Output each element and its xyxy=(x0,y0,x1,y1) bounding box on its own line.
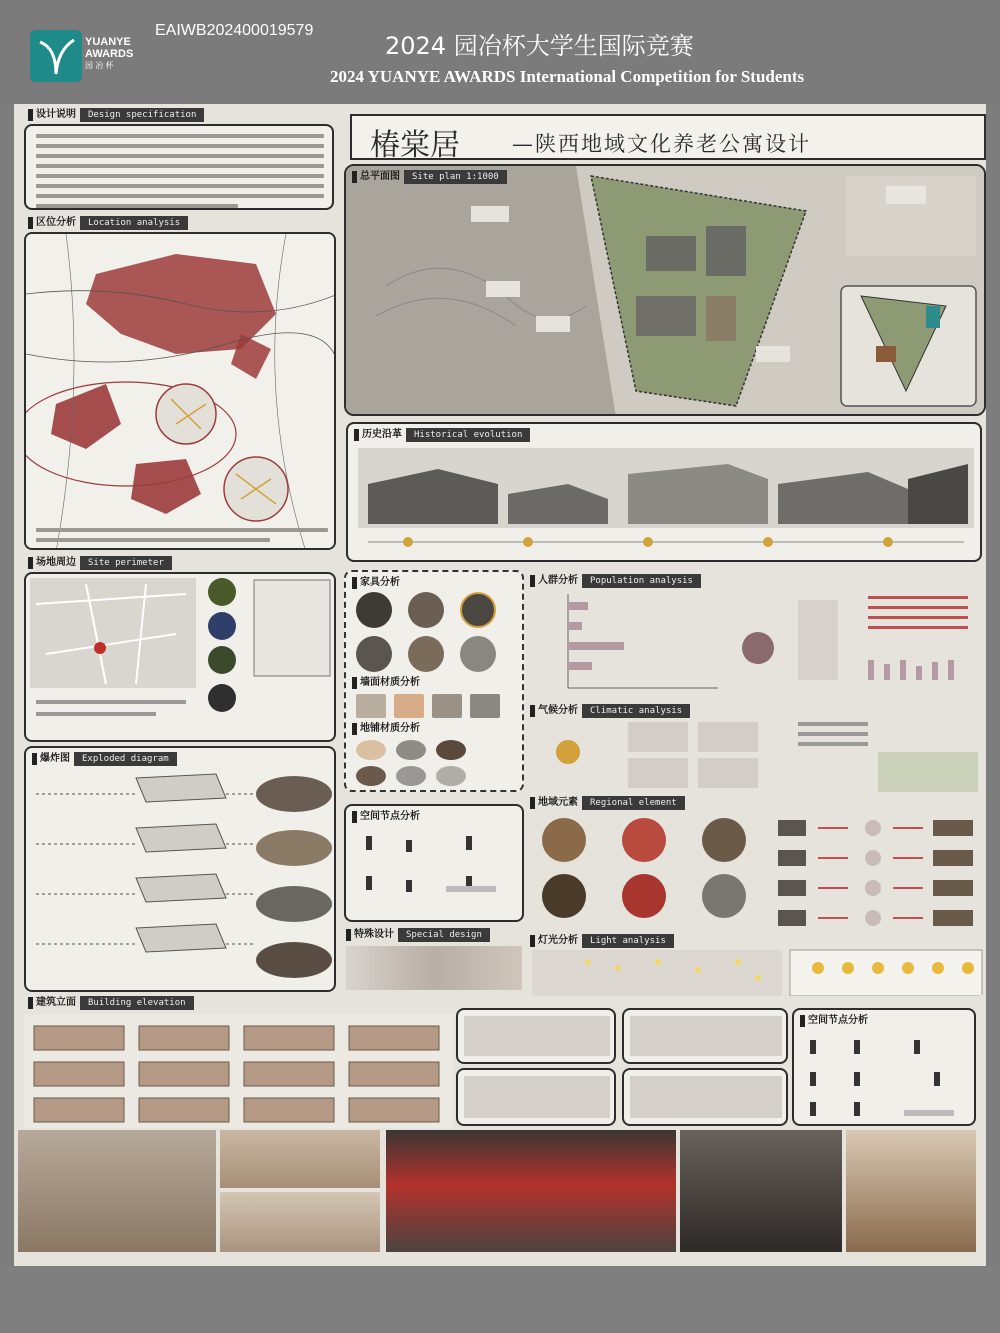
furniture-thumb xyxy=(356,636,392,672)
section-drawing-image xyxy=(464,1016,610,1056)
design-text-body xyxy=(36,134,324,210)
regional-flow-diagram xyxy=(778,814,978,930)
label-cn: 区位分析 xyxy=(36,217,76,228)
label-en: Climatic analysis xyxy=(582,704,690,718)
logo-text xyxy=(85,36,155,72)
label-cn: 设计说明 xyxy=(36,109,76,120)
logo-cn: 园 冶 杯 xyxy=(85,61,114,70)
logo-en: YUANYE AWARDS xyxy=(85,36,134,60)
label-cn: 墙面材质分析 xyxy=(360,677,420,688)
label-en: Site perimeter xyxy=(80,556,172,570)
section-label-perimeter xyxy=(28,556,172,570)
history-illustration xyxy=(348,424,982,562)
label-en: Light analysis xyxy=(582,934,674,948)
floor-swatch xyxy=(436,766,466,786)
perimeter-panel xyxy=(24,572,336,742)
history-panel xyxy=(346,422,982,562)
site-plan-panel xyxy=(344,164,986,416)
exploded-diagram xyxy=(26,748,336,992)
space-node-figures xyxy=(346,806,524,922)
materials-panel xyxy=(344,570,524,792)
space-node-panel-2 xyxy=(792,1008,976,1126)
regional-thumb xyxy=(542,874,586,918)
entry-id: EAIWB202400019579 xyxy=(155,22,314,39)
label-cn: 总平面图 xyxy=(360,171,400,182)
section-label-furniture xyxy=(352,576,400,590)
regional-thumb xyxy=(622,874,666,918)
population-chart xyxy=(528,570,986,700)
interior-render-corridor xyxy=(220,1192,380,1252)
wall-swatch xyxy=(394,694,424,718)
label-cn: 灯光分析 xyxy=(538,935,578,946)
competition-title-en: 2024 YUANYE AWARDS International Competition for Students xyxy=(330,67,805,86)
label-en: Regional element xyxy=(582,796,685,810)
regional-thumb xyxy=(542,818,586,862)
section-drawing xyxy=(622,1008,788,1064)
floor-swatch xyxy=(396,766,426,786)
regional-panel xyxy=(528,794,986,930)
location-map-panel xyxy=(24,232,336,550)
space-node-figures-2 xyxy=(794,1010,976,1126)
label-cn: 空间节点分析 xyxy=(808,1015,868,1026)
furniture-thumb xyxy=(460,636,496,672)
perimeter-map xyxy=(26,574,336,742)
special-panel xyxy=(344,926,524,996)
poster-title-sub: —陕西地域文化养老公寓设计 xyxy=(512,132,811,156)
label-cn: 人群分析 xyxy=(538,575,578,586)
section-drawing-image xyxy=(464,1076,610,1118)
regional-thumb xyxy=(702,818,746,862)
interior-render-tea-room xyxy=(846,1130,976,1252)
furniture-thumb xyxy=(408,592,444,628)
competition-title-cn: 2024 园冶杯大学生国际竞赛 xyxy=(385,32,694,60)
section-drawing xyxy=(456,1008,616,1064)
label-cn: 爆炸图 xyxy=(40,753,70,764)
population-panel xyxy=(528,570,986,700)
label-en: Special design xyxy=(398,928,490,942)
section-drawing xyxy=(622,1068,788,1126)
floor-swatch xyxy=(356,766,386,786)
interior-render-dining xyxy=(386,1130,676,1252)
label-cn: 气候分析 xyxy=(538,705,578,716)
section-label-site-plan xyxy=(352,170,507,184)
location-caption xyxy=(36,528,328,548)
space-node-panel xyxy=(344,804,524,922)
label-cn: 特殊设计 xyxy=(354,929,394,940)
design-text-panel xyxy=(24,124,334,210)
section-label-special xyxy=(346,928,490,942)
section-label-wall xyxy=(352,676,420,690)
regional-thumb xyxy=(622,818,666,862)
header xyxy=(0,0,1000,104)
wall-swatch xyxy=(432,694,462,718)
label-cn: 地铺材质分析 xyxy=(360,723,420,734)
furniture-thumb xyxy=(356,592,392,628)
interior-render-library xyxy=(18,1130,216,1252)
special-design-render xyxy=(346,946,522,990)
label-cn: 家具分析 xyxy=(360,577,400,588)
light-diagram xyxy=(528,948,986,996)
wall-swatch xyxy=(470,694,500,718)
yuanye-logo xyxy=(30,30,82,82)
light-panel xyxy=(528,932,986,996)
section-label-regional xyxy=(530,796,685,810)
label-en: Population analysis xyxy=(582,574,701,588)
poster-title xyxy=(350,114,986,163)
label-en: Design specification xyxy=(80,108,204,122)
label-en: Site plan 1:1000 xyxy=(404,170,507,184)
label-cn: 场地周边 xyxy=(36,557,76,568)
poster-title-main: 椿棠居 xyxy=(370,128,460,163)
section-label-location xyxy=(28,216,188,230)
exploded-panel xyxy=(24,746,336,992)
furniture-thumb xyxy=(408,636,444,672)
location-map xyxy=(26,234,336,550)
section-drawing-image xyxy=(630,1016,782,1056)
interior-render-hall xyxy=(220,1130,380,1188)
section-label-floor xyxy=(352,722,420,736)
section-drawing xyxy=(456,1068,616,1126)
label-en: Historical evolution xyxy=(406,428,530,442)
elevation-drawings xyxy=(24,1014,454,1128)
section-drawing-image xyxy=(630,1076,782,1118)
label-en: Location analysis xyxy=(80,216,188,230)
interior-render-lounge xyxy=(680,1130,842,1252)
poster-board xyxy=(14,104,986,1266)
climate-diagram xyxy=(528,702,986,794)
label-cn: 空间节点分析 xyxy=(360,811,420,822)
regional-thumb xyxy=(702,874,746,918)
label-en: Building elevation xyxy=(80,996,194,1010)
label-cn: 历史沿革 xyxy=(362,429,402,440)
floor-swatch xyxy=(356,740,386,760)
label-cn: 地域元素 xyxy=(538,797,578,808)
label-en: Exploded diagram xyxy=(74,752,177,766)
wall-swatch xyxy=(356,694,386,718)
climate-panel xyxy=(528,702,986,794)
label-cn: 建筑立面 xyxy=(36,997,76,1008)
site-plan-map xyxy=(346,166,986,416)
section-label-elevation xyxy=(28,996,194,1010)
footer-bar xyxy=(0,1266,1000,1333)
section-label-design xyxy=(28,108,204,122)
section-label-light xyxy=(530,934,674,948)
furniture-thumb xyxy=(460,592,496,628)
floor-swatch xyxy=(396,740,426,760)
floor-swatch xyxy=(436,740,466,760)
